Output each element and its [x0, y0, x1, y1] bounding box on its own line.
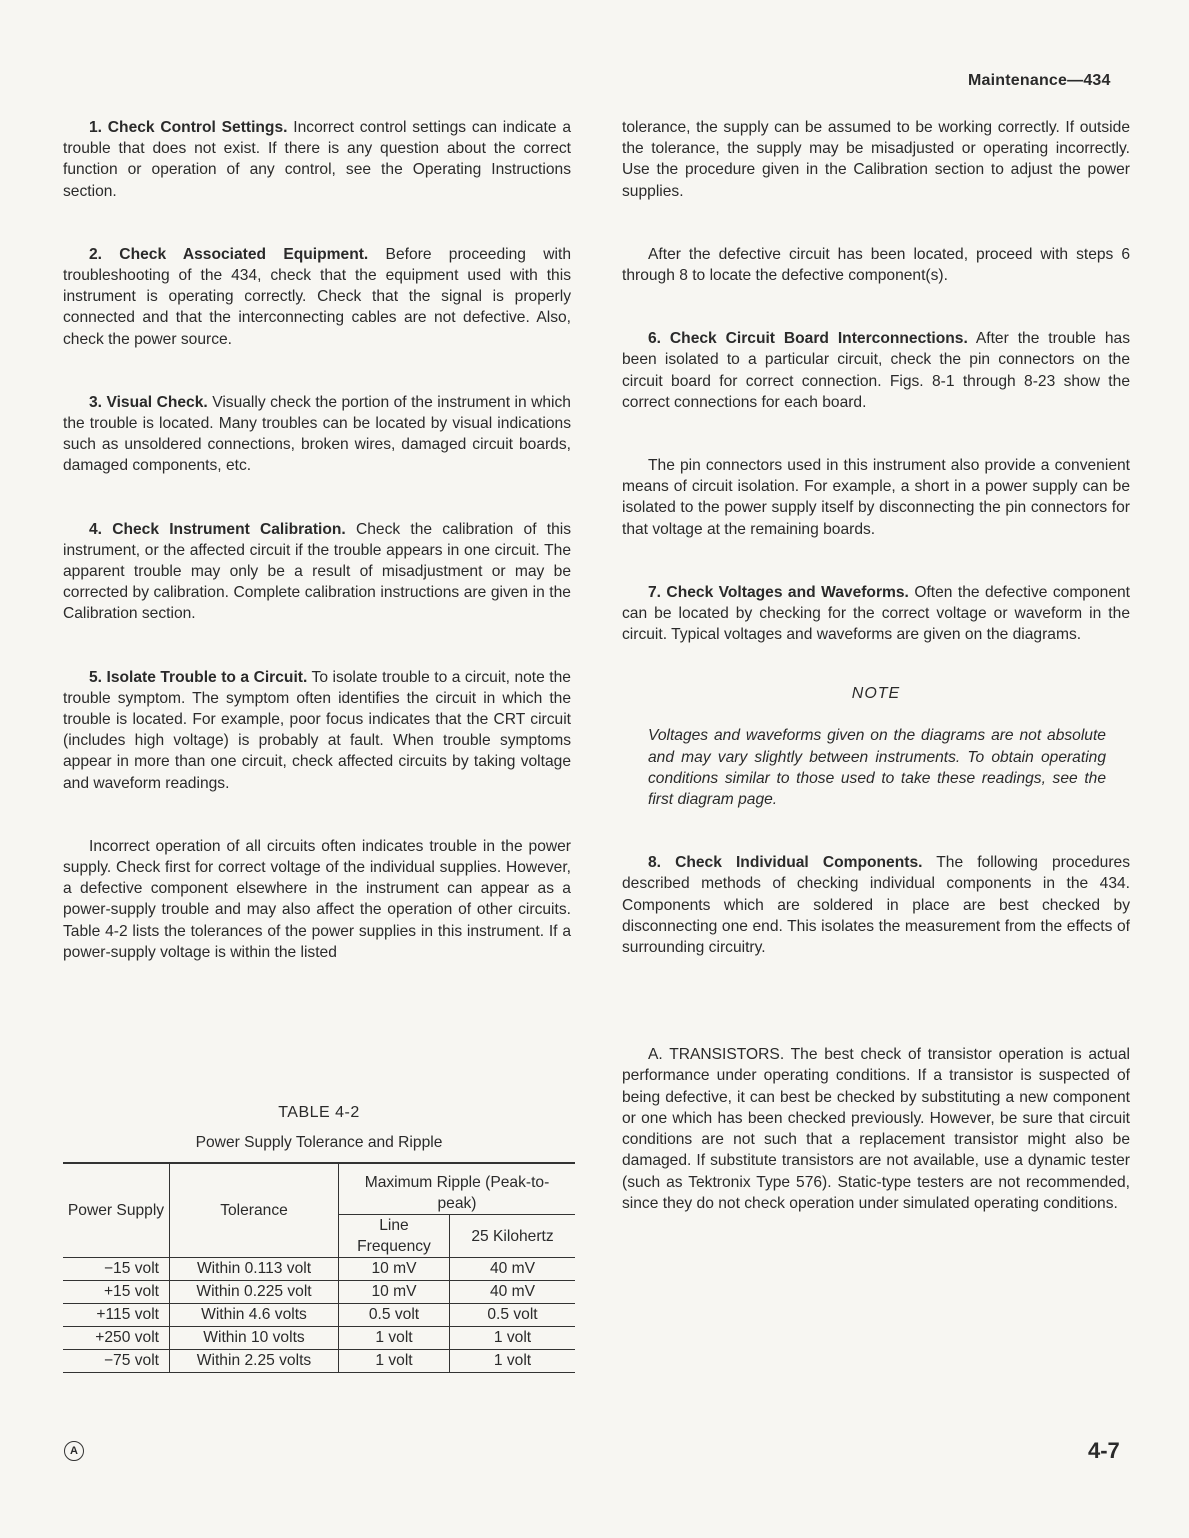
step-8-heading: 8. Check Individual Components.: [648, 854, 923, 872]
cell-line-ripple: 10 mV: [339, 1258, 450, 1281]
page-header: Maintenance—434: [968, 72, 1111, 89]
step-5-heading: 5. Isolate Trouble to a Circuit.: [89, 668, 308, 686]
power-supply-paragraph: Incorrect operation of all circuits often indicates trouble in the power supply. Check first for correct voltage of the individual supplies. However, a defective component elsewhere in the instrument can appear as a power-supply trouble and may also affect the operation of other circuits. Table 4-2 lists the tolerances of the power supplies in this instrument. If a power-supply voltage is within the listed: [63, 837, 571, 961]
header-power-supply: Power Supply: [63, 1163, 170, 1258]
right-column: [622, 117, 1130, 1214]
pin-connectors-paragraph: The pin connectors used in this instrument also provide a convenient means of circuit isolation. For example, a short in a power supply can be isolated to the power supply itself by disconnecting the pin connectors for that voltage at the remaining boards.: [622, 457, 1130, 538]
cell-line-ripple: 1 volt: [339, 1327, 450, 1350]
step-1-body: Incorrect control settings can indicate a trouble that does not exist. If there is any question about the correct function or operation of any control, see the Operating Instructions section.: [63, 119, 571, 200]
table-row: [63, 1281, 575, 1304]
cell-tolerance: Within 0.225 volt: [170, 1281, 339, 1304]
header-max-ripple: Maximum Ripple (Peak-to-peak): [339, 1163, 576, 1215]
table-row: [63, 1350, 575, 1373]
table-title: TABLE 4-2: [278, 1104, 360, 1121]
step-3-heading: 3. Visual Check.: [89, 393, 208, 411]
cell-tolerance: Within 0.113 volt: [170, 1258, 339, 1281]
cell-khz-ripple: 40 mV: [450, 1281, 576, 1304]
note-body: Voltages and waveforms given on the diagrams are not absolute and may vary slightly between instruments. To obtain operating conditions similar to those used to take these readings, see the first diagram page.: [648, 727, 1106, 809]
cell-supply: +250 volt: [63, 1327, 170, 1350]
cell-tolerance: Within 10 volts: [170, 1327, 339, 1350]
step-4-body: Check the calibration of this instrument, or the affected circuit if the trouble appears in one circuit. The apparent trouble may only be a result of misadjustment or may be corrected by calibration. Complete calibration instructions are given in the Calibration section.: [63, 520, 572, 623]
step-7-paragraph: [622, 582, 1130, 646]
cell-line-ripple: 1 volt: [339, 1350, 450, 1373]
step-5-paragraph: [63, 667, 571, 794]
step-6-body: After the trouble has been isolated to a particular circuit, check the pin connectors on the circuit board for correct connection. Figs. 8-1 through 8-23 show the correct connections for each board.: [622, 330, 1131, 411]
table-4-2: [63, 1104, 575, 1373]
note-title: NOTE: [851, 685, 901, 703]
power-supply-table: [63, 1162, 575, 1373]
step-2-body: Before proceeding with troubleshooting of the 434, check that the equipment used with this instrument is operating correctly. Check that the signal is properly connected and that the interconnecting cables are not defective. Also, check the power source.: [63, 245, 571, 348]
step-4-heading: 4. Check Instrument Calibration.: [89, 520, 346, 538]
cell-line-ripple: 0.5 volt: [339, 1304, 450, 1327]
table-row: [63, 1304, 575, 1327]
step-1-heading: 1. Check Control Settings.: [89, 119, 288, 136]
step-2-paragraph: [63, 244, 571, 350]
tolerance-continuation-paragraph: tolerance, the supply can be assumed to be working correctly. If outside the tolerance, the supply may be misadjusted or operating incorrectly. Use the procedure given in the Calibration section to adjust the power supplies.: [622, 119, 1130, 200]
table-caption: Power Supply Tolerance and Ripple: [195, 1134, 443, 1151]
header-25-kilohertz: 25 Kilohertz: [450, 1215, 576, 1258]
header-tolerance: Tolerance: [170, 1163, 339, 1258]
page-number: 4-7: [1088, 1438, 1120, 1463]
step-6-heading: 6. Check Circuit Board Interconnections.: [648, 330, 968, 348]
table-row: [63, 1327, 575, 1350]
step-8-body: The following procedures described methods of checking individual components in the 434. Components which are soldered in place are best checked by disconnecting one end. This isolates the measurement from the effects of surrounding circuitry.: [622, 854, 1130, 957]
step-6-paragraph: [622, 328, 1130, 413]
cell-supply: −15 volt: [63, 1258, 170, 1281]
cell-tolerance: Within 4.6 volts: [170, 1304, 339, 1327]
cell-khz-ripple: 40 mV: [450, 1258, 576, 1281]
step-7-heading: 7. Check Voltages and Waveforms.: [648, 583, 909, 601]
step-5-body: To isolate trouble to a circuit, note the trouble symptom. The symptom often identifies the circuit in which the trouble is located. For example, poor focus indicates that the CRT circuit (includes high voltage) is probably at fault. When trouble symptoms appear in more than one circuit, check affected circuits by taking voltage and waveform readings.: [63, 668, 571, 792]
step-4-paragraph: [63, 519, 571, 625]
table-row: [63, 1258, 575, 1281]
step-8-paragraph: [622, 852, 1130, 958]
cell-supply: +15 volt: [63, 1281, 170, 1304]
cell-supply: +115 volt: [63, 1304, 170, 1327]
cell-supply: −75 volt: [63, 1350, 170, 1373]
after-located-paragraph: After the defective circuit has been located, proceed with steps 6 through 8 to locate the defective component(s).: [622, 245, 1130, 285]
cell-khz-ripple: 1 volt: [450, 1350, 576, 1373]
cell-line-ripple: 10 mV: [339, 1281, 450, 1304]
header-line-frequency: Line Frequency: [339, 1215, 450, 1258]
cell-tolerance: Within 2.25 volts: [170, 1350, 339, 1373]
step-1-paragraph: [63, 117, 571, 202]
cell-khz-ripple: 1 volt: [450, 1327, 576, 1350]
registered-mark-icon: A: [64, 1441, 84, 1461]
step-3-body: Visually check the portion of the instrument in which the trouble is located. Many troubles can be located by visual indications such as unsoldered connections, broken wires, damaged circuit boards, damaged components, etc.: [63, 393, 571, 475]
left-column: [63, 117, 571, 963]
step-2-heading: 2. Check Associated Equipment.: [89, 245, 369, 263]
transistors-paragraph: A. TRANSISTORS. The best check of transistor operation is actual performance under operating conditions. If a transistor is suspected of being defective, it can best be checked by substituting a new component or one which has been checked previously. However, be sure that circuit conditions are not such that a replacement transistor might also be damaged. If substitute transistors are not available, use a dynamic tester (such as Tektronix Type 576). Static-type testers are not recommended, since they do not check operation under simulated operating conditions.: [622, 1046, 1130, 1212]
step-7-body: Often the defective component can be located by checking for the correct voltage or waveform in the circuit. Typical voltages and waveforms are given on the diagrams.: [622, 583, 1131, 644]
step-3-paragraph: [63, 392, 571, 477]
cell-khz-ripple: 0.5 volt: [450, 1304, 576, 1327]
